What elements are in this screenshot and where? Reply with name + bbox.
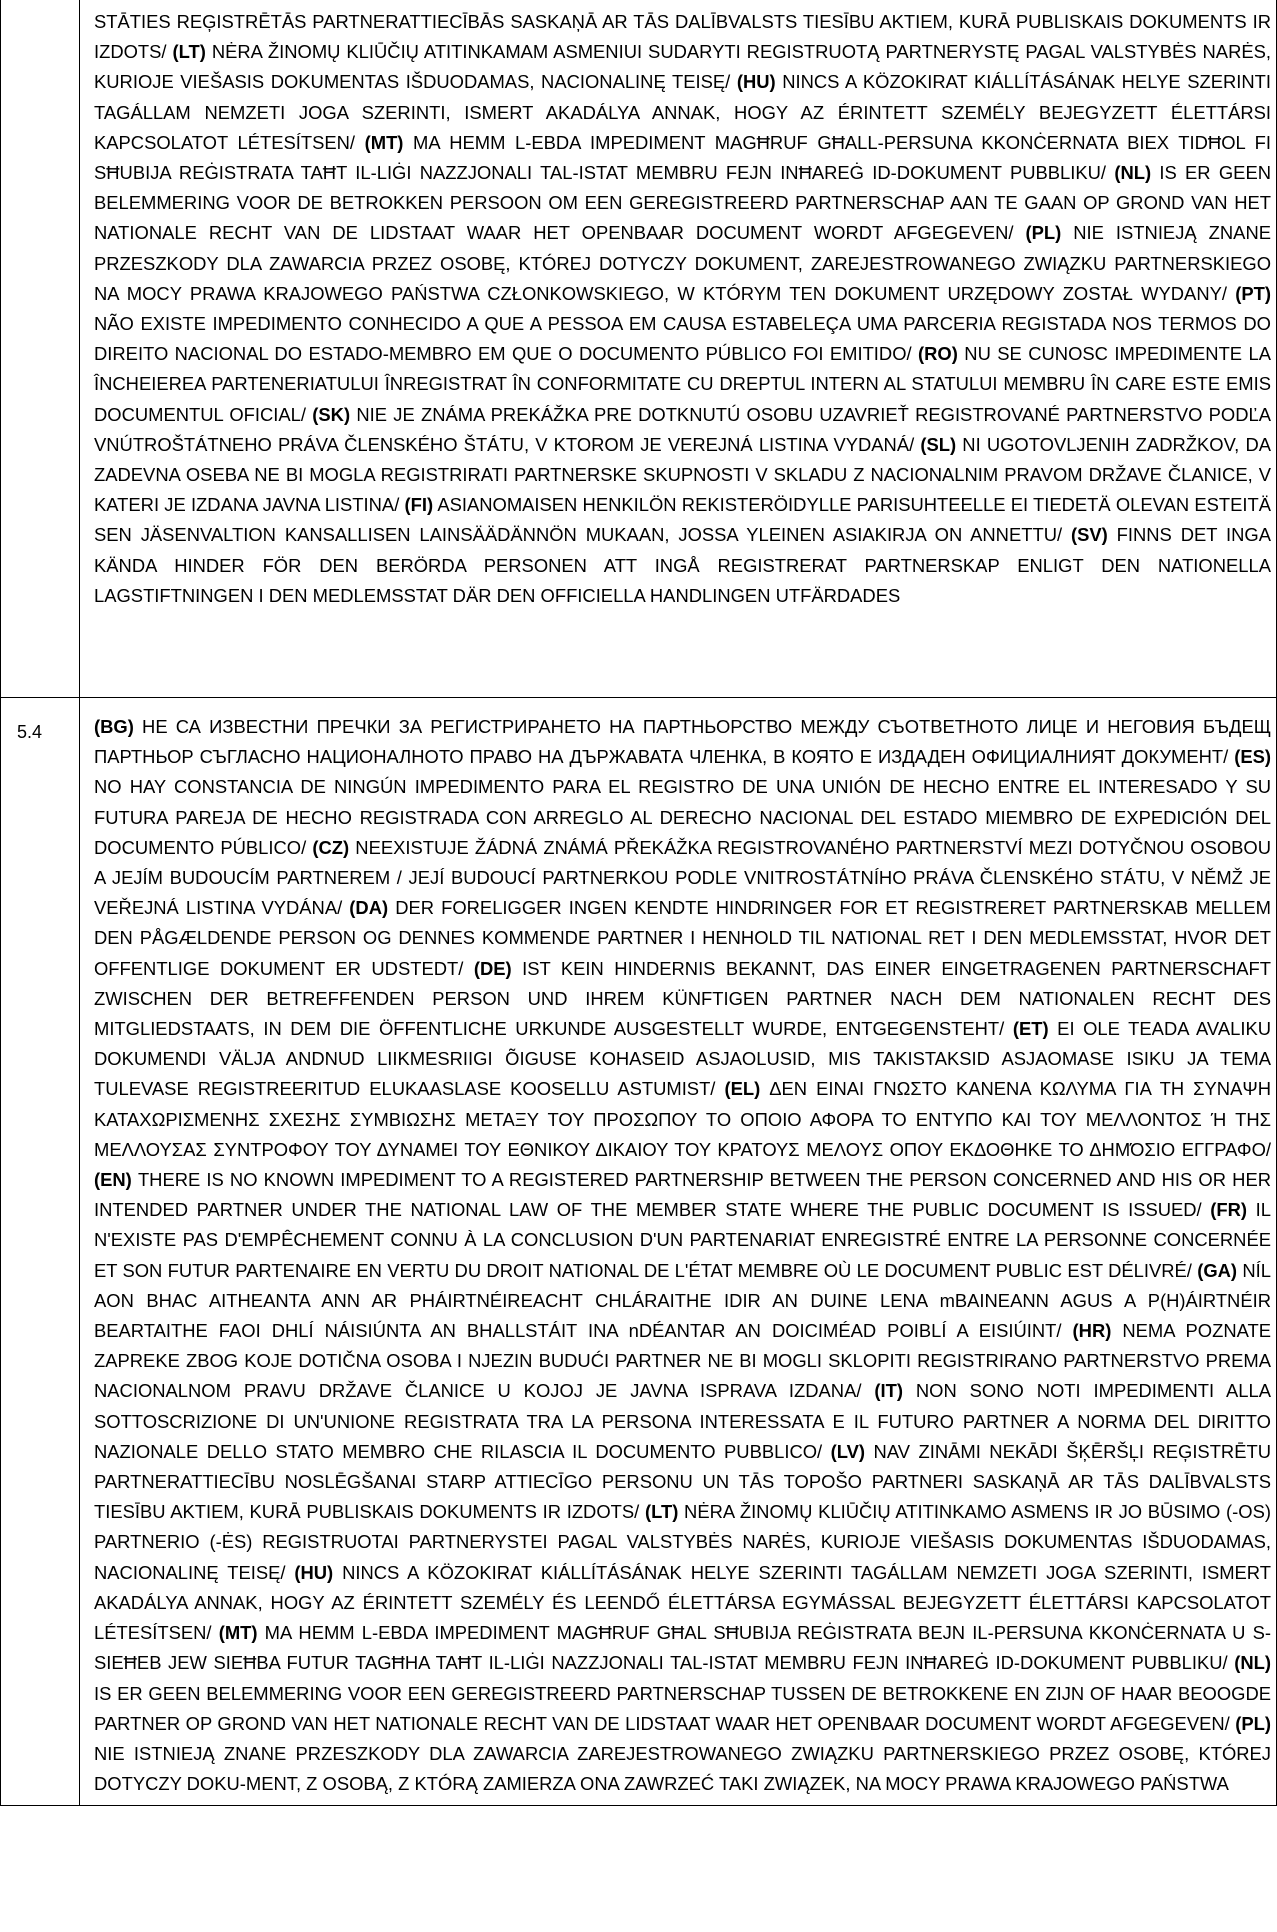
language-code: (FR) bbox=[1210, 1199, 1248, 1221]
row-number: 5.4 bbox=[17, 722, 43, 742]
language-code: (SK) bbox=[312, 403, 351, 425]
language-code: (PL) bbox=[1235, 1712, 1271, 1734]
row-number-cell bbox=[1, 698, 80, 1806]
language-code: (DA) bbox=[349, 897, 389, 919]
language-code: (SV) bbox=[1070, 524, 1108, 546]
translation-text: NI UGOTOVLJENIH ZADRŽKOV, DA ZADEVNA OSEBA NE BI MOGLA REGISTRIRATI PARTNERSKE SKUPNOSTI V SKLADU Z NACIONALNIM PRAVOM DRŽAVE ČLANICE, V KATERI JE IZDANA JAVNA LISTINA/ bbox=[94, 433, 1271, 516]
language-code: (CZ) bbox=[312, 836, 350, 858]
language-code: (EN) bbox=[94, 1169, 132, 1191]
language-code: (PT) bbox=[1235, 282, 1271, 304]
language-code: (HR) bbox=[1072, 1320, 1112, 1342]
translation-text: NO HAY CONSTANCIA DE NINGÚN IMPEDIMENTO PARA EL REGISTRO DE UNA UNIÓN DE HECHO ENTRE EL INTERESADO Y SU FUTURA PAREJA DE HECHO REGISTRADA CON ARREGLO AL DERECHO NACIONAL DEL ESTADO MIEMBRO DE EXPEDICIÓN DEL DOCUMENTO PÚBLICO/ bbox=[94, 776, 1271, 858]
translation-text: NAV ZINĀMI NEKĀDI ŠĶĒRŠĻI REĢISTRĒTU PARTNERATTIECĪBU NOSLĒGŠANAI STARP ATTIECĪGO PERSONU UN TĀS TOPOŠO PARTNERI SASKAŅĀ AR TĀS DALĪBVALSTS TIESĪBU AKTIEM, KURĀ PUBLISKAIS DOKUMENTS IR IZDOTS/ bbox=[94, 1440, 1271, 1523]
translation-text: DER FORELIGGER INGEN KENDTE HINDRINGER FOR ET REGISTRERET PARTNERSKAB MELLEM DEN PÅGÆLDENDE PERSON OG DENNES KOMMENDE PARTNER I HENHOLD TIL NATIONAL RET I DEN MEDLEMSSTAT, HVOR DET OFFENTLIGE DOKUMENT ER UDSTEDT/ bbox=[94, 897, 1271, 979]
language-code: (ES) bbox=[1234, 746, 1271, 768]
translation-text: IL N'EXISTE PAS D'EMPÊCHEMENT CONNU À LA CONCLUSION D'UN PARTENARIAT ENREGISTRÉ ENTRE LA PERSONNE CONCERNÉE ET SON FUTUR PARTENAIRE EN VERTU DU DROIT NATIONAL DE L'ÉTAT MEMBRE OÙ LE DOCUMENT PUBLIC EST DÉLIVRÉ/ bbox=[94, 1199, 1271, 1281]
translation-text: IS ER GEEN BELEMMERING VOOR DE BETROKKEN PERSOON OM EEN GEREGISTREERD PARTNERSCHAP AAN TE GAAN OP GROND VAN HET NATIONALE RECHT VAN DE LIDSTAAT WAAR HET OPENBAAR DOCUMENT WORDT AFGEGEVEN/ bbox=[94, 162, 1271, 244]
translation-text: NU SE CUNOSC IMPEDIMENTE LA ÎNCHEIEREA PARTENERIATULUI ÎNREGISTRAT ÎN CONFORMITATE CU DREPTUL INTERN AL STATULUI MEMBRU ÎN CARE ESTE EMIS DOCUMENTUL OFICIAL/ bbox=[94, 343, 1271, 425]
translation-text: ASIANOMAISEN HENKILÖN REKISTERÖIDYLLE PARISUHTEELLE EI TIEDETÄ OLEVAN ESTEITÄ SEN JÄSENVALTION KANSALLISEN LAINSÄÄDÄNNÖN MUKAAN, JOSSA YLEINEN ASIAKIRJA ON ANNETTU/ bbox=[94, 494, 1271, 546]
language-code: (RO) bbox=[918, 343, 958, 365]
translation-text: NINCS A KÖZOKIRAT KIÁLLÍTÁSÁNAK HELYE SZERINTI TAGÁLLAM NEMZETI JOGA SZERINTI, ISMERT AKADÁLYA ANNAK, HOGY AZ ÉRINTETT SZEMÉLY BEJEGYZETT ÉLETTÁRSI KAPCSOLATOT LÉTESÍTSEN/ bbox=[94, 71, 1271, 153]
language-code: (NL) bbox=[1234, 1652, 1271, 1674]
translation-text: NIE ISTNIEJĄ ZNANE PRZESZKODY DLA ZAWARCIA PRZEZ OSOBĘ, KTÓREJ DOTYCZY DOKUMENT, ZAREJESTROWANEGO ZWIĄZKU PARTNERSKIEGO NA MOCY PRAWA KRAJOWEGO PAŃSTWA CZŁONKOWSKIEGO, W KTÓRYM TEN DOKUMENT URZĘDOWY ZOSTAŁ WYDANY/ bbox=[94, 222, 1272, 304]
translation-text: ΔΕΝ ΕΙΝΑΙ ΓΝΩΣΤΟ ΚΑΝΕΝΑ ΚΩΛΥΜΑ ΓΙΑ ΤΗ ΣΥΝΑΨΗ ΚΑΤΑΧΩΡΙΣΜΕΝΗΣ ΣΧΕΣΗΣ ΣΥΜΒΙΩΣΗΣ ΜΕΤΑΞΥ ΤΟΥ ΠΡΟΣΩΠΟΥ ΤΟ ΟΠΟΙΟ ΑΦΟΡΑ ΤΟ ΕΝΤΥΠΟ ΚΑΙ ΤΟΥ ΜΕΛΛΟΝΤΟΣ Ή ΤΗΣ ΜΕΛΛΟΥΣΑΣ ΣΥΝΤΡΟΦΟΥ ΤΟΥ ΔΥΝΑΜΕΙ ΤΟΥ ΕΘΝΙΚΟΥ ΔΙΚΑΙΟΥ ΤΟΥ ΚΡΑΤΟΥΣ ΜΕΛΟΥΣ ΟΠΟΥ ΕΚΔΟΘΗΚΕ ΤΟ ΔΗΜΌΣΙΟ ΕΓΓΡΑΦΟ/ bbox=[94, 1078, 1271, 1160]
language-code: (LT) bbox=[172, 41, 206, 63]
language-code: (BG) bbox=[94, 716, 134, 737]
language-code: (GA) bbox=[1197, 1259, 1238, 1281]
translation-text: MA HEMM L-EBDA IMPEDIMENT MAGĦRUF GĦAL SĦUBIJA REĠISTRATA BEJN IL-PERSUNA KKONĊERNATA U S-SIEĦEB JEW SIEĦBA FUTUR TAGĦHA TAĦT IL-LIĠI NAZZJONALI TAL-ISTAT MEMBRU FEJN INĦAREĠ ID-DOKUMENT PUBBLIKU/ bbox=[94, 1622, 1271, 1674]
translation-text: NINCS A KÖZOKIRAT KIÁLLÍTÁSÁNAK HELYE SZERINTI TAGÁLLAM NEMZETI JOGA SZERINTI, ISMERT AKADÁLYA ANNAK, HOGY AZ ÉRINTETT SZEMÉLY ÉS LEENDŐ ÉLETTÁRSA EGYMÁSSAL BEJEGYZETT ÉLETTÁRSI KAPCSOLATOT LÉTESÍTSEN/ bbox=[94, 1561, 1271, 1644]
language-code: (LV) bbox=[830, 1440, 866, 1462]
row-number bbox=[1, 0, 79, 8]
translation-text: NĖRA ŽINOMŲ KLIŪČIŲ ATITINKAMAM ASMENIUI SUDARYTI REGISTRUOTĄ PARTNERYSTĘ PAGAL VALSTYBĖS NARĖS, KURIOJE VIEŠASIS DOKUMENTAS IŠDUODAMAS, NACIONALINĘ TEISĘ/ bbox=[94, 41, 1271, 93]
language-code: (DE) bbox=[473, 957, 512, 979]
language-code: (HU) bbox=[736, 71, 776, 93]
language-code: (MT) bbox=[364, 131, 404, 153]
translation-text: NĖRA ŽINOMŲ KLIŪČIŲ ATITINKAMO ASMENS IR JO BŪSIMO (-OS) PARTNERIO (-ĖS) REGISTRUOTAI PARTNERYSTEI PAGAL VALSTYBĖS NARĖS, KURIOJE VIEŠASIS DOKUMENTAS IŠDUODAMAS, NACIONALINĘ TEISĘ/ bbox=[94, 1501, 1271, 1583]
translation-text: NIE ISTNIEJĄ ZNANE PRZESZKODY DLA ZAWARCIA ZAREJESTROWANEGO ZWIĄZKU PARTNERSKIEGO PRZEZ OSOBĘ, KTÓREJ DOTYCZY DOKU-MENT, Z OSOBĄ, Z KTÓRĄ ZAMIERZA ONA ZAWRZEĆ TAKI ZWIĄZEK, NA MOCY PRAWA KRAJOWEGO PAŃSTWA bbox=[94, 1742, 1271, 1795]
translation-text: NEEXISTUJE ŽÁDNÁ ZNÁMÁ PŘEKÁŽKA REGISTROVANÉHO PARTNERSTVÍ MEZI DOTYČNOU OSOBOU A JEJÍM BUDOUCÍM PARTNEREM / JEJÍ BUDOUCÍ PARTNERKOU PODLE VNITROSTÁTNÍHO PRÁVA ČLENSKÉHO STÁTU, V NĚMŽ JE VEŘEJNÁ LISTINA VYDÁNA/ bbox=[94, 836, 1271, 919]
table-row bbox=[1, 698, 1277, 1806]
language-code: (EL) bbox=[724, 1078, 761, 1100]
row-number-cell bbox=[1, 0, 80, 698]
translation-text: NON SONO NOTI IMPEDIMENTI ALLA SOTTOSCRIZIONE DI UN'UNIONE REGISTRATA TRA LA PERSONA INTERESSATA E IL FUTURO PARTNER A NORMA DEL DIRITTO NAZIONALE DELLO STATO MEMBRO CHE RILASCIA IL DOCUMENTO PUBBLICO/ bbox=[94, 1380, 1271, 1462]
translation-text: НЕ СА ИЗВЕСТНИ ПРЕЧКИ ЗА РЕГИСТРИРАНЕТО НА ПАРТНЬОРСТВО МЕЖДУ СЪОТВЕТНОТО ЛИЦЕ И НЕГОВИЯ БЪДЕЩ ПАРТНЬОР СЪГЛАСНО НАЦИОНАЛНОТО ПРАВО НА ДЪРЖАВАТА ЧЛЕНКА, В КОЯТО Е ИЗДАДЕН ОФИЦИАЛНИЯТ ДОКУМЕНТ/ bbox=[94, 716, 1271, 768]
language-code: (NL) bbox=[1114, 162, 1152, 184]
translation-text: THERE IS NO KNOWN IMPEDIMENT TO A REGISTERED PARTNERSHIP BETWEEN THE PERSON CONCERNED AND HIS OR HER INTENDED PARTNER UNDER THE NATIONAL LAW OF THE MEMBER STATE WHERE THE PUBLIC DOCUMENT IS ISSUED/ bbox=[94, 1169, 1271, 1221]
translation-text: NEMA POZNATE ZAPREKE ZBOG KOJE DOTIČNA OSOBA I NJEZIN BUDUĆI PARTNER NE BI MOGLI SKLOPITI REGISTRIRANO PARTNERSTVO PREMA NACIONALNOM PRAVU DRŽAVE ČLANICE U KOJOJ JE JAVNA ISPRAVA IZDANA/ bbox=[94, 1320, 1272, 1402]
language-code: (LT) bbox=[644, 1501, 679, 1523]
translation-text: STĀTIES REĢISTRĒTĀS PARTNERATTIECĪBĀS SASKAŅĀ AR TĀS DALĪBVALSTS TIESĪBU AKTIEM, KURĀ PUBLISKAIS DOKUMENTS IR IZDOTS/ bbox=[94, 11, 1271, 63]
row-text-cell bbox=[80, 0, 1277, 698]
language-code: (FI) bbox=[404, 494, 434, 516]
translation-text: NIE JE ZNÁMA PREKÁŽKA PRE DOTKNUTÚ OSOBU UZAVRIEŤ REGISTROVANÉ PARTNERSTVO PODĽA VNÚTROŠTÁTNEHO PRÁVA ČLENSKÉHO ŠTÁTU, V KTOROM JE VEREJNÁ LISTINA VYDANÁ/ bbox=[94, 403, 1272, 455]
table-row bbox=[1, 0, 1277, 698]
language-code: (IT) bbox=[874, 1380, 903, 1402]
translation-text: NÍL AON BHAC AITHEANTA ANN AR PHÁIRTNÉIREACHT CHLÁRAITHE IDIR AN DUINE LENA mBAINEANN AGUS A P(H)ÁIRTNÉIR BEARTAITHE FAOI DHLÍ NÁISIÚNTA AN BHALLSTÁIT INA nDÉANTAR AN DOICIMÉAD POIBLÍ A EISIÚINT/ bbox=[94, 1259, 1271, 1342]
translation-text: MA HEMM L-EBDA IMPEDIMENT MAGĦRUF GĦALL-PERSUNA KKONĊERNATA BIEX TIDĦOL FI SĦUBIJA REĠISTRATA TAĦT IL-LIĠI NAZZJONALI TAL-ISTAT MEMBRU FEJN INĦAREĠ ID-DOKUMENT PUBBLIKU/ bbox=[94, 131, 1271, 184]
language-code: (SL) bbox=[920, 433, 957, 455]
translation-text: IS ER GEEN BELEMMERING VOOR EEN GEREGISTREERD PARTNERSCHAP TUSSEN DE BETROKKENE EN ZIJN OF HAAR BEOOGDE PARTNER OP GROND VAN HET NATIONALE RECHT VAN DE LIDSTAAT WAAR HET OPENBAAR DOCUMENT WORDT AFGEGEVEN/ bbox=[94, 1682, 1271, 1734]
translation-text: FINNS DET INGA KÄNDA HINDER FÖR DEN BERÖRDA PERSONEN ATT INGÅ REGISTRERAT PARTNERSKAP ENLIGT DEN NATIONELLA LAGSTIFTNINGEN I DEN MEDLEMSSTAT DÄR DEN OFFICIELLA HANDLINGEN UTFÄRDADES bbox=[94, 524, 1271, 606]
translation-text: IST KEIN HINDERNIS BEKANNT, DAS EINER EINGETRAGENEN PARTNERSCHAFT ZWISCHEN DER BETREFFENDEN PERSON UND IHREM KÜNFTIGEN PARTNER NACH DEM NATIONALEN RECHT DES MITGLIEDSTAATS, IN DEM DIE ÖFFENTLICHE URKUNDE AUSGESTELLT WURDE, ENTGEGENSTEHT/ bbox=[94, 957, 1271, 1040]
language-code: (ET) bbox=[1012, 1018, 1049, 1040]
language-code: (PL) bbox=[1025, 222, 1062, 244]
row-text-cell bbox=[80, 698, 1277, 1806]
language-code: (MT) bbox=[218, 1622, 258, 1644]
language-code: (HU) bbox=[294, 1561, 334, 1583]
translation-text: NÃO EXISTE IMPEDIMENTO CONHECIDO A QUE A PESSOA EM CAUSA ESTABELEÇA UMA PARCERIA REGISTADA NOS TERMOS DO DIREITO NACIONAL DO ESTADO-MEMBRO EM QUE O DOCUMENTO PÚBLICO FOI EMITIDO/ bbox=[94, 313, 1271, 365]
translation-text: EI OLE TEADA AVALIKU DOKUMENDI VÄLJA ANDNUD LIIKMESRIIGI ÕIGUSE KOHASEID ASJAOLUSID, MIS TAKISTAKSID ASJAOMASE ISIKU JA TEMA TULEVASE REGISTREERITUD ELUKAASLASE KOOSELLU ASTUMIST/ bbox=[94, 1018, 1271, 1100]
